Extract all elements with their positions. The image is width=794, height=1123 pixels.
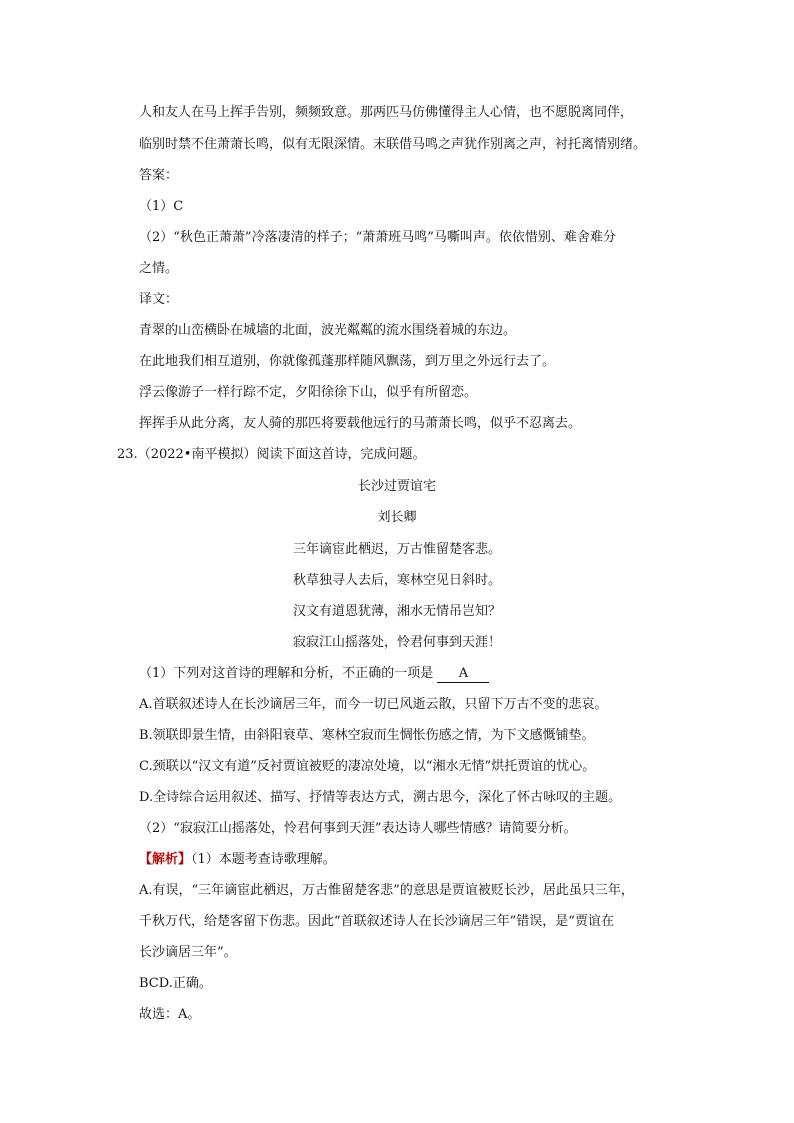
- option-line: C.颈联以“汉文有道”反衬贾谊被贬的凄凉处境，以“湘水无情”烘托贾谊的忧心。: [139, 759, 596, 774]
- option-line: B.领联即景生情，由斜阳衰草、寒林空寂而生惆怅伤感之情，为下文感慨铺垫。: [139, 728, 595, 743]
- option-line: D.全诗综合运用叙述、描写、抒情等表达方式，溯古思今，深化了怀古咏叹的主题。: [139, 790, 622, 805]
- option-line: A.首联叙述诗人在长沙谪居三年，而今一切已风逝云散，只留下万古不变的悲哀。: [139, 697, 608, 712]
- sub-question-1: [139, 665, 489, 683]
- analysis-line: A.有误，“三年谪宦此栖迟，万古惟留楚客悲”的意思是贾谊被贬长沙，居此虽只三年，: [139, 883, 634, 898]
- poem-title: 长沙过贾谊宅: [357, 479, 436, 494]
- poem-line: 寂寂江山摇落处，怜君何事到天涯！: [292, 635, 501, 650]
- poem-line: 汉文有道恩犹薄，湘水无情吊岂知？: [292, 604, 501, 619]
- sub-question-2: （2）“寂寂江山摇落处，怜君何事到天涯”表达诗人哪些情感？请简要分析。: [139, 821, 577, 836]
- answer-line: （1）C: [139, 199, 184, 214]
- paragraph-line: 临别时禁不住萧萧长鸣，似有无限深情。末联借马鸣之声犹作别离之声，衬托离情别绪。: [139, 137, 647, 152]
- translation-line: 在此地我们相互道别，你就像孤蓬那样随风飘荡，到万里之外远行去了。: [139, 354, 556, 369]
- question-text: （2022•南平模拟）阅读下面这首诗，完成问题。: [137, 447, 426, 462]
- analysis-line: BCD.正确。: [139, 976, 212, 991]
- analysis-line: 长沙谪居三年”。: [139, 945, 237, 960]
- question-heading: [117, 446, 425, 464]
- translation-line: 青翠的山峦横卧在城墙的北面，波光粼粼的流水围绕着城的东边。: [139, 323, 517, 338]
- paragraph-line: 人和友人在马上挥手告别，频频致意。那两匹马仿佛懂得主人心情，也不愿脱离同伴，: [139, 105, 634, 120]
- question-number: 23.: [117, 447, 138, 462]
- analysis-tag: 【解析】: [139, 852, 192, 867]
- analysis-head: （1）本题考查诗歌理解。: [191, 852, 336, 867]
- translation-line: 浮云像游子一样行踪不定，夕阳徐徐下山，似乎有所留恋。: [139, 385, 478, 400]
- analysis-heading: [139, 851, 336, 869]
- translation-label: 译文：: [139, 292, 179, 307]
- sub-question-1-prompt: （1）下列对这首诗的理解和分析，不正确的一项是: [139, 666, 434, 681]
- answer-label: 答案：: [139, 168, 179, 183]
- poem-line: 三年谪宦此栖迟，万古惟留楚客悲。: [292, 542, 501, 557]
- answer-blank: A: [437, 666, 489, 683]
- answer-line: 之情。: [139, 261, 179, 276]
- analysis-line: 故选：A。: [139, 1007, 201, 1022]
- answer-line: （2）“秋色正萧萧”冷落凄清的样子；“萧萧班马鸣”马嘶叫声。依依惜别、难舍难分: [139, 230, 616, 245]
- translation-line: 挥挥手从此分离，友人骑的那匹将要载他远行的马萧萧长鸣，似乎不忍离去。: [139, 416, 582, 431]
- analysis-line: 千秋万代，给楚客留下伤悲。因此“首联叙述诗人在长沙谪居三年”错误，是“贾谊在: [139, 914, 614, 929]
- poem-line: 秋草独寻人去后，寒林空见日斜时。: [292, 573, 501, 588]
- poem-author: 刘长卿: [377, 510, 417, 525]
